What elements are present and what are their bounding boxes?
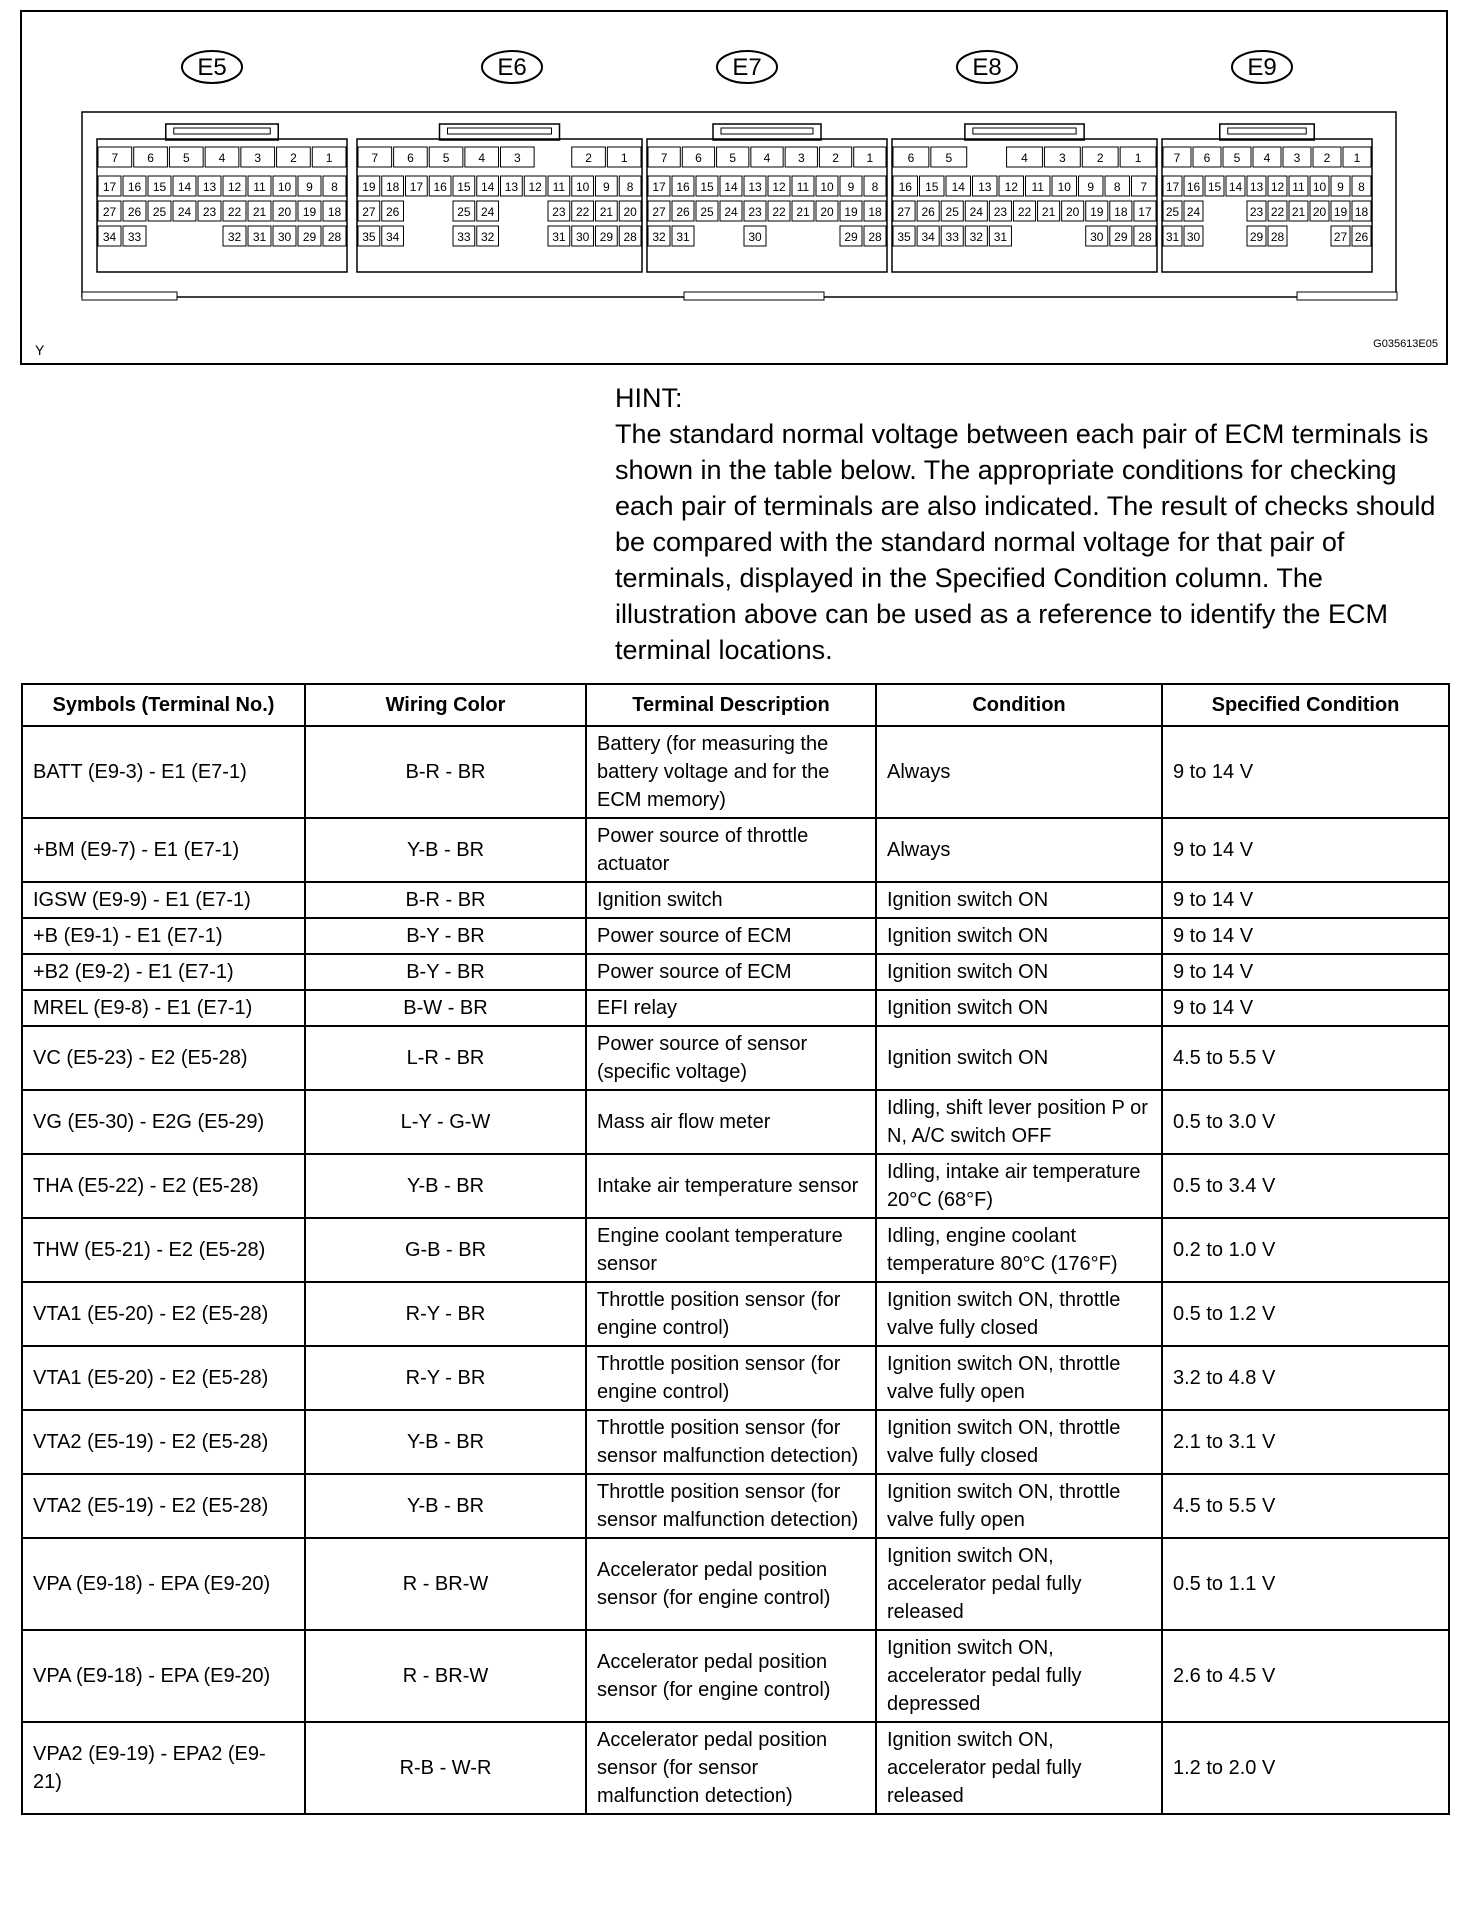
terminal-number: 31 <box>1165 230 1180 244</box>
terminal-number: 24 <box>480 205 495 219</box>
terminal-number: 9 <box>306 180 313 194</box>
terminal-description-cell: Throttle position sensor (for engine control) <box>586 1282 876 1346</box>
terminal-number: 26 <box>385 205 400 219</box>
symbol-cell: THW (E5-21) - E2 (E5-28) <box>22 1218 305 1282</box>
condition-cell: Ignition switch ON, accelerator pedal fully released <box>876 1722 1162 1814</box>
terminal-number: 17 <box>1165 180 1180 194</box>
terminal-number: 28 <box>1270 230 1285 244</box>
terminal-number: 19 <box>302 205 317 219</box>
terminal-description-cell: Throttle position sensor (for sensor malfunction detection) <box>586 1474 876 1538</box>
terminal-number: 7 <box>1173 151 1181 165</box>
condition-cell: Always <box>876 726 1162 818</box>
wiring-color-cell: L-Y - G-W <box>305 1090 586 1154</box>
connector-diagram <box>22 12 1446 363</box>
header-terminal-description: Terminal Description <box>586 684 876 726</box>
terminal-number: 23 <box>552 205 566 219</box>
terminal-number: 17 <box>652 180 666 194</box>
condition-cell: Ignition switch ON <box>876 1026 1162 1090</box>
terminal-number: 31 <box>676 230 690 244</box>
terminal-number: 32 <box>969 230 983 244</box>
table-row <box>22 818 1449 882</box>
terminal-number: 34 <box>921 230 935 244</box>
table-row <box>22 954 1449 990</box>
terminal-number: 12 <box>1004 180 1018 194</box>
terminal-number: 13 <box>978 180 992 194</box>
terminal-number: 22 <box>227 205 242 219</box>
wiring-color-cell: B-R - BR <box>305 882 586 918</box>
terminal-number: 25 <box>945 205 959 219</box>
terminal-number: 7 <box>660 151 668 165</box>
terminal-number: 12 <box>1270 180 1285 194</box>
terminal-number: 13 <box>748 180 762 194</box>
symbol-cell: BATT (E9-3) - E1 (E7-1) <box>22 726 305 818</box>
terminal-number: 4 <box>478 151 486 165</box>
terminal-number: 30 <box>1186 230 1201 244</box>
terminal-number: 8 <box>1113 180 1121 194</box>
table-row <box>22 1282 1449 1346</box>
header-symbols: Symbols (Terminal No.) <box>22 684 305 726</box>
terminal-description-cell: Ignition switch <box>586 882 876 918</box>
symbol-cell: VC (E5-23) - E2 (E5-28) <box>22 1026 305 1090</box>
terminal-number: 33 <box>127 230 142 244</box>
terminal-number: 28 <box>623 230 637 244</box>
specified-condition-cell: 9 to 14 V <box>1162 818 1449 882</box>
specified-condition-cell: 9 to 14 V <box>1162 918 1449 954</box>
symbol-cell: +B (E9-1) - E1 (E7-1) <box>22 918 305 954</box>
terminal-number: 29 <box>302 230 317 244</box>
terminal-number: 18 <box>385 180 400 194</box>
terminal-number: 9 <box>1337 180 1344 194</box>
table-row <box>22 1474 1449 1538</box>
wiring-color-cell: Y-B - BR <box>305 1474 586 1538</box>
terminal-number: 6 <box>147 151 154 165</box>
terminal-description-cell: Intake air temperature sensor <box>586 1154 876 1218</box>
terminal-number: 10 <box>820 180 834 194</box>
connector-key-slot <box>721 128 813 134</box>
symbol-cell: VPA (E9-18) - EPA (E9-20) <box>22 1630 305 1722</box>
connector-label-e8: E8 <box>972 54 1002 81</box>
table-body <box>22 726 1449 1814</box>
terminal-number: 35 <box>362 230 376 244</box>
terminal-number: 29 <box>1114 230 1128 244</box>
wiring-color-cell: B-Y - BR <box>305 918 586 954</box>
terminal-number: 34 <box>385 230 400 244</box>
terminal-number: 15 <box>700 180 714 194</box>
connector-label-e7: E7 <box>732 54 762 81</box>
terminal-number: 13 <box>202 180 217 194</box>
terminal-number: 9 <box>847 180 855 194</box>
condition-cell: Ignition switch ON <box>876 882 1162 918</box>
terminal-number: 12 <box>528 180 542 194</box>
terminal-number: 16 <box>127 180 142 194</box>
terminal-number: 22 <box>1017 205 1032 219</box>
table-row <box>22 882 1449 918</box>
terminal-voltage-table <box>21 683 1450 1815</box>
housing-tab <box>82 292 177 300</box>
terminal-number: 6 <box>407 151 414 165</box>
terminal-number: 13 <box>1249 180 1264 194</box>
terminal-number: 14 <box>480 180 495 194</box>
specified-condition-cell: 9 to 14 V <box>1162 990 1449 1026</box>
terminal-number: 26 <box>676 205 690 219</box>
terminal-number: 25 <box>700 205 714 219</box>
table-row <box>22 1154 1449 1218</box>
symbol-cell: VTA2 (E5-19) - E2 (E5-28) <box>22 1474 305 1538</box>
terminal-number: 8 <box>626 180 634 194</box>
terminal-number: 20 <box>1066 205 1080 219</box>
terminal-description-cell: Accelerator pedal position sensor (for engine control) <box>586 1538 876 1630</box>
terminal-number: 13 <box>504 180 519 194</box>
hint-block <box>615 380 1450 668</box>
terminal-number: 21 <box>1291 205 1306 219</box>
connector-label-e5: E5 <box>197 54 227 81</box>
housing-tab <box>684 292 824 300</box>
terminal-number: 27 <box>1333 230 1348 244</box>
table-row <box>22 1090 1449 1154</box>
terminal-number: 15 <box>1207 180 1222 194</box>
terminal-number: 12 <box>772 180 786 194</box>
terminal-number: 11 <box>1031 180 1044 194</box>
hint-title: HINT: <box>615 383 683 413</box>
condition-cell: Ignition switch ON, accelerator pedal fully released <box>876 1538 1162 1630</box>
terminal-number: 2 <box>832 151 839 165</box>
symbol-cell: VTA2 (E5-19) - E2 (E5-28) <box>22 1410 305 1474</box>
terminal-number: 25 <box>152 205 167 219</box>
terminal-number: 20 <box>1312 205 1327 219</box>
terminal-number: 4 <box>1021 151 1028 165</box>
terminal-number: 24 <box>969 205 983 219</box>
terminal-number: 23 <box>993 205 1008 219</box>
terminal-number: 25 <box>1165 205 1180 219</box>
table-row <box>22 1722 1449 1814</box>
terminal-number: 32 <box>480 230 495 244</box>
terminal-number: 1 <box>325 151 333 165</box>
terminal-number: 30 <box>748 230 762 244</box>
terminal-number: 27 <box>102 205 117 219</box>
terminal-number: 33 <box>457 230 471 244</box>
terminal-description-cell: Power source of sensor (specific voltage) <box>586 1026 876 1090</box>
corner-label: Y <box>35 342 45 358</box>
terminal-number: 7 <box>371 151 379 165</box>
terminal-number: 7 <box>111 151 119 165</box>
terminal-number: 2 <box>290 151 297 165</box>
terminal-description-cell: Accelerator pedal position sensor (for sensor malfunction detection) <box>586 1722 876 1814</box>
terminal-number: 7 <box>1140 180 1148 194</box>
wiring-color-cell: R-Y - BR <box>305 1282 586 1346</box>
terminal-number: 21 <box>252 205 267 219</box>
header-condition: Condition <box>876 684 1162 726</box>
wiring-color-cell: Y-B - BR <box>305 818 586 882</box>
table-row <box>22 1218 1449 1282</box>
connector-key-slot <box>973 128 1076 134</box>
terminal-number: 32 <box>227 230 242 244</box>
ecm-connector-illustration <box>20 10 1448 365</box>
terminal-number: 30 <box>575 230 590 244</box>
terminal-number: 18 <box>327 205 342 219</box>
terminal-number: 17 <box>1138 205 1152 219</box>
terminal-number: 11 <box>1292 180 1305 194</box>
figure-code: G035613E05 <box>1373 338 1438 350</box>
connector-label-e9: E9 <box>1247 54 1277 81</box>
terminal-number: 31 <box>552 230 566 244</box>
wiring-color-cell: B-Y - BR <box>305 954 586 990</box>
specified-condition-cell: 3.2 to 4.8 V <box>1162 1346 1449 1410</box>
wiring-color-cell: R-B - W-R <box>305 1722 586 1814</box>
terminal-number: 26 <box>1354 230 1369 244</box>
header-specified-condition: Specified Condition <box>1162 684 1449 726</box>
terminal-number: 21 <box>599 205 614 219</box>
terminal-number: 35 <box>897 230 911 244</box>
terminal-number: 21 <box>796 205 810 219</box>
terminal-number: 4 <box>218 151 226 165</box>
specified-condition-cell: 2.6 to 4.5 V <box>1162 1630 1449 1722</box>
wiring-color-cell: B-R - BR <box>305 726 586 818</box>
terminal-number: 8 <box>331 180 338 194</box>
terminal-number: 22 <box>575 205 590 219</box>
terminal-number: 17 <box>102 180 117 194</box>
specified-condition-cell: 9 to 14 V <box>1162 726 1449 818</box>
connector-key-slot <box>174 128 271 134</box>
terminal-number: 16 <box>1186 180 1201 194</box>
terminal-number: 14 <box>1228 180 1243 194</box>
terminal-number: 28 <box>868 230 882 244</box>
terminal-number: 26 <box>127 205 142 219</box>
condition-cell: Ignition switch ON, throttle valve fully closed <box>876 1410 1162 1474</box>
header-wiring-color: Wiring Color <box>305 684 586 726</box>
symbol-cell: VTA1 (E5-20) - E2 (E5-28) <box>22 1282 305 1346</box>
terminal-number: 10 <box>1312 180 1327 194</box>
condition-cell: Ignition switch ON, accelerator pedal fully depressed <box>876 1630 1162 1722</box>
terminal-number: 16 <box>676 180 690 194</box>
terminal-number: 10 <box>575 180 590 194</box>
terminal-number: 9 <box>603 180 610 194</box>
connector-key-slot <box>448 128 552 134</box>
symbol-cell: +B2 (E9-2) - E1 (E7-1) <box>22 954 305 990</box>
specified-condition-cell: 1.2 to 2.0 V <box>1162 1722 1449 1814</box>
terminal-description-cell: Mass air flow meter <box>586 1090 876 1154</box>
terminal-number: 30 <box>1090 230 1104 244</box>
terminal-number: 2 <box>585 151 592 165</box>
terminal-number: 3 <box>1059 151 1066 165</box>
terminal-number: 19 <box>362 180 376 194</box>
table-row <box>22 1346 1449 1410</box>
wiring-color-cell: G-B - BR <box>305 1218 586 1282</box>
symbol-cell: VG (E5-30) - E2G (E5-29) <box>22 1090 305 1154</box>
condition-cell: Ignition switch ON <box>876 990 1162 1026</box>
terminal-number: 5 <box>729 151 737 165</box>
terminal-number: 8 <box>871 180 879 194</box>
terminal-number: 27 <box>897 205 911 219</box>
table-row <box>22 1630 1449 1722</box>
terminal-number: 2 <box>1096 151 1104 165</box>
wiring-color-cell: Y-B - BR <box>305 1154 586 1218</box>
terminal-number: 20 <box>623 205 637 219</box>
condition-cell: Always <box>876 818 1162 882</box>
terminal-description-cell: Engine coolant temperature sensor <box>586 1218 876 1282</box>
wiring-color-cell: L-R - BR <box>305 1026 586 1090</box>
terminal-number: 27 <box>362 205 376 219</box>
table-row <box>22 726 1449 818</box>
terminal-number: 27 <box>652 205 666 219</box>
terminal-number: 14 <box>724 180 738 194</box>
terminal-number: 20 <box>277 205 292 219</box>
terminal-number: 1 <box>1134 151 1142 165</box>
table-row <box>22 990 1449 1026</box>
terminal-number: 5 <box>442 151 450 165</box>
specified-condition-cell: 0.5 to 1.2 V <box>1162 1282 1449 1346</box>
symbol-cell: MREL (E9-8) - E1 (E7-1) <box>22 990 305 1026</box>
terminal-description-cell: Throttle position sensor (for sensor malfunction detection) <box>586 1410 876 1474</box>
terminal-number: 12 <box>227 180 242 194</box>
terminal-number: 19 <box>1333 205 1348 219</box>
terminal-number: 26 <box>921 205 935 219</box>
terminal-number: 29 <box>599 230 614 244</box>
condition-cell: Idling, engine coolant temperature 80°C (176°F) <box>876 1218 1162 1282</box>
terminal-number: 22 <box>1270 205 1285 219</box>
specified-condition-cell: 0.2 to 1.0 V <box>1162 1218 1449 1282</box>
condition-cell: Idling, shift lever position P or N, A/C switch OFF <box>876 1090 1162 1154</box>
terminal-number: 15 <box>925 180 939 194</box>
terminal-number: 5 <box>182 151 190 165</box>
terminal-description-cell: Power source of throttle actuator <box>586 818 876 882</box>
symbol-cell: VPA (E9-18) - EPA (E9-20) <box>22 1538 305 1630</box>
terminal-number: 16 <box>898 180 912 194</box>
terminal-number: 15 <box>457 180 471 194</box>
terminal-number: 18 <box>1354 205 1369 219</box>
symbol-cell: +BM (E9-7) - E1 (E7-1) <box>22 818 305 882</box>
hint-text: The standard normal voltage between each pair of ECM terminals is shown in the table below. The appropriate conditions for checking each pair of terminals are also indicated. The result of checks should be compared with the standard normal voltage for that pair of terminals, displayed in the Specified Condition column. The illustration above can be used as a reference to identify the ECM terminal locations. <box>615 419 1436 665</box>
terminal-number: 1 <box>620 151 628 165</box>
terminal-number: 30 <box>277 230 292 244</box>
table-row <box>22 1026 1449 1090</box>
table-row <box>22 918 1449 954</box>
connector-key-slot <box>1228 128 1307 134</box>
terminal-number: 14 <box>177 180 192 194</box>
terminal-number: 5 <box>1233 151 1241 165</box>
terminal-number: 32 <box>652 230 666 244</box>
terminal-number: 6 <box>907 151 915 165</box>
terminal-number: 23 <box>1249 205 1264 219</box>
specified-condition-cell: 0.5 to 3.0 V <box>1162 1090 1449 1154</box>
terminal-number: 21 <box>1041 205 1056 219</box>
terminal-number: 9 <box>1087 180 1095 194</box>
terminal-number: 17 <box>409 180 424 194</box>
terminal-number: 34 <box>102 230 117 244</box>
terminal-number: 1 <box>1353 151 1361 165</box>
terminal-number: 28 <box>1138 230 1152 244</box>
terminal-number: 3 <box>1293 151 1301 165</box>
terminal-number: 6 <box>695 151 702 165</box>
terminal-number: 31 <box>252 230 267 244</box>
condition-cell: Ignition switch ON, throttle valve fully open <box>876 1474 1162 1538</box>
terminal-number: 19 <box>844 205 858 219</box>
terminal-number: 3 <box>513 151 521 165</box>
terminal-number: 5 <box>945 151 953 165</box>
table-row <box>22 1410 1449 1474</box>
wiring-color-cell: R - BR-W <box>305 1630 586 1722</box>
wiring-color-cell: B-W - BR <box>305 990 586 1026</box>
condition-cell: Idling, intake air temperature 20°C (68°F) <box>876 1154 1162 1218</box>
terminal-number: 11 <box>796 180 810 194</box>
terminal-number: 11 <box>253 180 266 194</box>
symbol-cell: VPA2 (E9-19) - EPA2 (E9-21) <box>22 1722 305 1814</box>
terminal-number: 1 <box>866 151 874 165</box>
terminal-number: 18 <box>1114 205 1128 219</box>
specified-condition-cell: 9 to 14 V <box>1162 882 1449 918</box>
terminal-number: 24 <box>724 205 738 219</box>
terminal-number: 31 <box>993 230 1008 244</box>
terminal-number: 22 <box>772 205 786 219</box>
terminal-number: 11 <box>552 180 566 194</box>
terminal-description-cell: Power source of ECM <box>586 918 876 954</box>
terminal-description-cell: Power source of ECM <box>586 954 876 990</box>
terminal-number: 23 <box>202 205 217 219</box>
condition-cell: Ignition switch ON <box>876 954 1162 990</box>
housing-tab <box>1297 292 1397 300</box>
terminal-number: 29 <box>1249 230 1264 244</box>
terminal-description-cell: EFI relay <box>586 990 876 1026</box>
terminal-number: 10 <box>1057 180 1071 194</box>
table-row <box>22 1538 1449 1630</box>
specified-condition-cell: 4.5 to 5.5 V <box>1162 1026 1449 1090</box>
terminal-number: 29 <box>844 230 858 244</box>
terminal-number: 33 <box>945 230 959 244</box>
terminal-description-cell: Accelerator pedal position sensor (for engine control) <box>586 1630 876 1722</box>
terminal-number: 23 <box>748 205 762 219</box>
terminal-number: 18 <box>868 205 882 219</box>
terminal-number: 6 <box>1203 151 1211 165</box>
terminal-number: 16 <box>433 180 447 194</box>
terminal-number: 19 <box>1090 205 1104 219</box>
terminal-number: 24 <box>177 205 192 219</box>
terminal-number: 20 <box>820 205 834 219</box>
terminal-number: 28 <box>327 230 342 244</box>
table-header-row <box>22 684 1449 726</box>
terminal-number: 25 <box>457 205 471 219</box>
specified-condition-cell: 9 to 14 V <box>1162 954 1449 990</box>
terminal-number: 10 <box>277 180 292 194</box>
condition-cell: Ignition switch ON, throttle valve fully closed <box>876 1282 1162 1346</box>
terminal-number: 14 <box>951 180 965 194</box>
terminal-description-cell: Throttle position sensor (for engine control) <box>586 1346 876 1410</box>
terminal-number: 3 <box>797 151 805 165</box>
terminal-number: 2 <box>1323 151 1331 165</box>
condition-cell: Ignition switch ON, throttle valve fully open <box>876 1346 1162 1410</box>
specified-condition-cell: 4.5 to 5.5 V <box>1162 1474 1449 1538</box>
connector-label-e6: E6 <box>497 54 527 81</box>
terminal-number: 8 <box>1358 180 1365 194</box>
connector-layer <box>82 51 1397 300</box>
terminal-number: 4 <box>763 151 771 165</box>
condition-cell: Ignition switch ON <box>876 918 1162 954</box>
specified-condition-cell: 0.5 to 1.1 V <box>1162 1538 1449 1630</box>
wiring-color-cell: Y-B - BR <box>305 1410 586 1474</box>
symbol-cell: IGSW (E9-9) - E1 (E7-1) <box>22 882 305 918</box>
specified-condition-cell: 2.1 to 3.1 V <box>1162 1410 1449 1474</box>
specified-condition-cell: 0.5 to 3.4 V <box>1162 1154 1449 1218</box>
wiring-color-cell: R - BR-W <box>305 1538 586 1630</box>
terminal-number: 15 <box>152 180 167 194</box>
symbol-cell: VTA1 (E5-20) - E2 (E5-28) <box>22 1346 305 1410</box>
terminal-number: 3 <box>254 151 262 165</box>
symbol-cell: THA (E5-22) - E2 (E5-28) <box>22 1154 305 1218</box>
terminal-number: 24 <box>1186 205 1201 219</box>
terminal-number: 4 <box>1263 151 1271 165</box>
wiring-color-cell: R-Y - BR <box>305 1346 586 1410</box>
terminal-description-cell: Battery (for measuring the battery voltage and for the ECM memory) <box>586 726 876 818</box>
